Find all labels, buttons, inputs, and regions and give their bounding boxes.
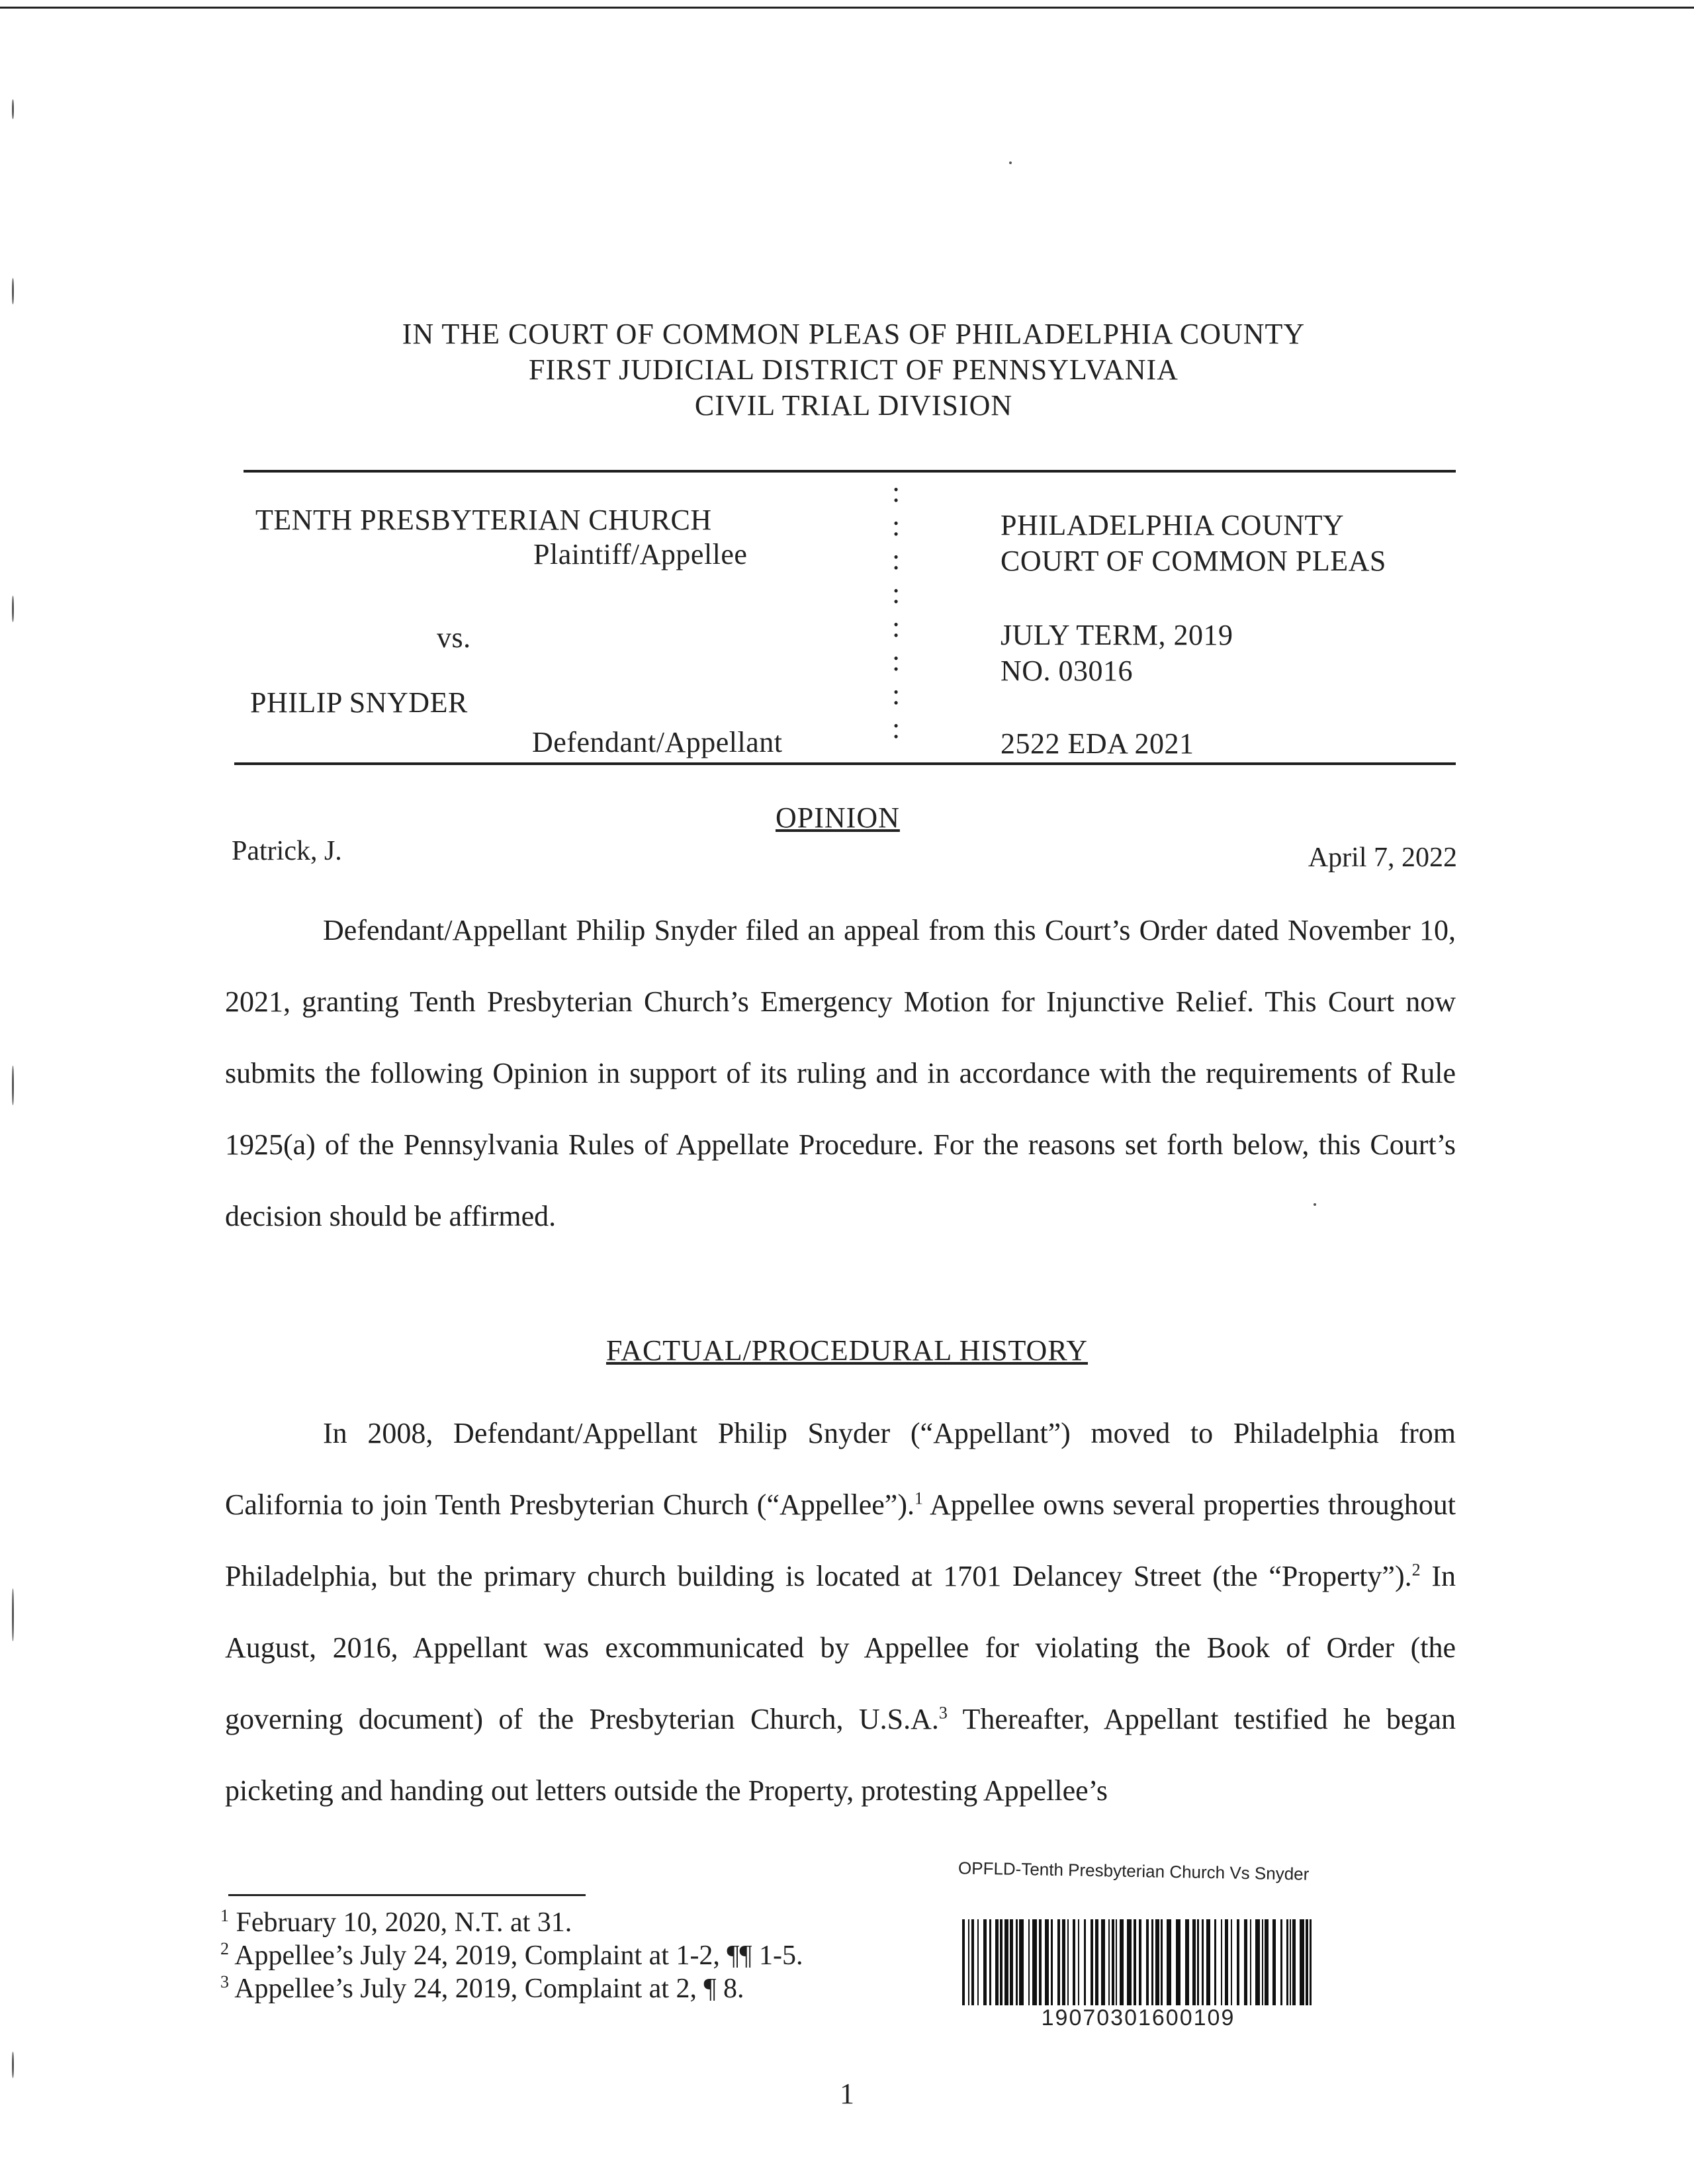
scan-artifact bbox=[12, 99, 14, 119]
footnote-mark: 2 bbox=[220, 1939, 229, 1958]
barcode-bar bbox=[1057, 1919, 1060, 2005]
barcode-bar bbox=[989, 1919, 991, 2005]
barcode-bar bbox=[1250, 1919, 1251, 2005]
barcode-bar bbox=[1161, 1919, 1163, 2005]
barcode-bar bbox=[1237, 1919, 1239, 2005]
footnote-text: February 10, 2020, N.T. at 31. bbox=[236, 1907, 572, 1938]
barcode-bar bbox=[1231, 1919, 1232, 2005]
history-text-3: In August, 2016, Appellant was excommunicated by Appellee for violating the Book of Order (the governing document) of the Presbyterian Church, U.S.A. bbox=[225, 1560, 1456, 1735]
barcode-bar bbox=[1120, 1919, 1124, 2005]
barcode-bar bbox=[1265, 1919, 1269, 2005]
defendant-name: PHILIP SNYDER bbox=[250, 686, 468, 719]
barcode-bar bbox=[1290, 1919, 1291, 2005]
top-border-rule bbox=[0, 7, 1694, 9]
docket-label: OPFLD-Tenth Presbyterian Church Vs Snyder bbox=[958, 1858, 1310, 1884]
footnote-mark: 1 bbox=[220, 1906, 229, 1925]
court-heading bbox=[0, 316, 1694, 424]
barcode-bar bbox=[1084, 1919, 1086, 2005]
opinion-date: April 7, 2022 bbox=[1308, 842, 1457, 873]
barcode-bar bbox=[1202, 1919, 1204, 2005]
barcode-bar bbox=[971, 1919, 974, 2005]
barcode-bar bbox=[1206, 1919, 1210, 2005]
footnote-ref-3: 3 bbox=[938, 1703, 948, 1723]
docket-number: NO. 03016 bbox=[1001, 655, 1134, 687]
barcode-bar bbox=[1016, 1919, 1018, 2005]
barcode-bar bbox=[1185, 1919, 1189, 2005]
footnote-ref-2: 2 bbox=[1411, 1560, 1421, 1580]
caption-colon-column: : : : : : : : : bbox=[892, 476, 901, 745]
barcode-bar bbox=[1300, 1919, 1304, 2005]
barcode-bar bbox=[1155, 1919, 1159, 2005]
barcode-bar bbox=[1073, 1919, 1075, 2005]
barcode-number: 19070301600109 bbox=[1041, 2005, 1235, 2030]
intro-paragraph-text: Defendant/Appellant Philip Snyder filed an appeal from this Court’s Order dated November 10, 2021, granting Tenth Presbyterian Church’s Emergency Motion for Injunctive Relief. This Court now submits the following Opinion in support of its ruling and in accordance with the requirements of Rule 1925(a) of the Pennsylvania Rules of Appellate Procedure. For the reasons set forth below, this Court’s decision should be affirmed. bbox=[225, 914, 1456, 1232]
barcode-bar bbox=[1078, 1919, 1079, 2005]
barcode-bar bbox=[1028, 1919, 1030, 2005]
barcode-bar bbox=[1280, 1919, 1282, 2005]
versus-label: vs. bbox=[437, 621, 471, 654]
barcode-bar bbox=[1310, 1919, 1312, 2005]
court-name-line-1: PHILADELPHIA COUNTY bbox=[1001, 509, 1345, 541]
footnote bbox=[220, 1906, 803, 1939]
barcode-bar bbox=[1045, 1919, 1049, 2005]
barcode-bar bbox=[968, 1919, 969, 2005]
barcode-bar bbox=[1032, 1919, 1037, 2005]
appeal-number: 2522 EDA 2021 bbox=[1001, 727, 1194, 760]
barcode-bar bbox=[1127, 1919, 1132, 2005]
barcode-bar bbox=[1139, 1919, 1141, 2005]
barcode-bar bbox=[1306, 1919, 1308, 2005]
plaintiff-role: Plaintiff/Appellee bbox=[533, 538, 748, 570]
barcode-bar bbox=[1039, 1919, 1042, 2005]
scan-artifact bbox=[12, 1588, 14, 1641]
scan-artifact bbox=[12, 1066, 14, 1105]
barcode-bar bbox=[1067, 1919, 1069, 2005]
barcode-bar bbox=[1262, 1919, 1263, 2005]
barcode-bar bbox=[1225, 1919, 1228, 2005]
history-text-2: Appellee owns several properties throughout Philadelphia, but the primary church building is located at 1701 Delancey Street (the “Property”). bbox=[225, 1488, 1456, 1592]
opinion-title: OPINION bbox=[776, 801, 900, 834]
barcode-bar bbox=[1051, 1919, 1053, 2005]
caption-top-rule bbox=[244, 470, 1456, 473]
page-number: 1 bbox=[840, 2077, 854, 2110]
footnotes bbox=[220, 1906, 803, 2005]
section-heading: FACTUAL/PROCEDURAL HISTORY bbox=[605, 1334, 1089, 1367]
barcode-bar bbox=[962, 1919, 965, 2005]
barcode-bar bbox=[1244, 1919, 1247, 2005]
history-text-4: Thereafter, Appellant testified he began picketing and handing out letters outside the Property, protesting Appellee’s bbox=[225, 1703, 1456, 1807]
barcode-bar bbox=[1176, 1919, 1181, 2005]
barcode-bar bbox=[1286, 1919, 1288, 2005]
barcode-bar bbox=[1116, 1919, 1117, 2005]
history-text-1: In 2008, Defendant/Appellant Philip Snyder (“Appellant”) moved to Philadelphia from California to join Tenth Presbyterian Church (“Appellee”). bbox=[225, 1417, 1456, 1521]
history-paragraph bbox=[225, 1398, 1456, 1827]
scan-artifact bbox=[1314, 1203, 1316, 1206]
caption-bottom-rule bbox=[234, 762, 1456, 765]
court-heading-line-2: FIRST JUDICIAL DISTRICT OF PENNSYLVANIA bbox=[529, 353, 1179, 386]
barcode-bar bbox=[1151, 1919, 1153, 2005]
barcode-bar bbox=[1214, 1919, 1216, 2005]
barcode-bar bbox=[1091, 1919, 1093, 2005]
barcode-bar bbox=[1192, 1919, 1196, 2005]
term-label: JULY TERM, 2019 bbox=[1001, 619, 1233, 651]
barcode-bar bbox=[1221, 1919, 1222, 2005]
barcode-bar bbox=[1134, 1919, 1136, 2005]
barcode-bar bbox=[1112, 1919, 1114, 2005]
history-paragraph-text bbox=[225, 1398, 1456, 1827]
scan-artifact bbox=[12, 2052, 14, 2078]
barcode-bar bbox=[1101, 1919, 1105, 2005]
scan-artifact bbox=[1009, 161, 1012, 164]
barcode-bar bbox=[1000, 1919, 1003, 2005]
barcode-bar bbox=[1019, 1919, 1024, 2005]
barcode-image bbox=[959, 1919, 1317, 2005]
barcode-bar bbox=[1255, 1919, 1260, 2005]
barcode-bar bbox=[1167, 1919, 1171, 2005]
barcode-bar bbox=[1062, 1919, 1065, 2005]
footnote-text: Appellee’s July 24, 2019, Complaint at 1-2, ¶¶ 1-5. bbox=[234, 1940, 803, 1971]
footnote-rule bbox=[228, 1894, 586, 1896]
plaintiff-name: TENTH PRESBYTERIAN CHURCH bbox=[255, 504, 712, 536]
court-name-line-2: COURT OF COMMON PLEAS bbox=[1001, 545, 1386, 577]
court-heading-line-1: IN THE COURT OF COMMON PLEAS OF PHILADELPHIA COUNTY bbox=[402, 318, 1306, 350]
barcode-bar bbox=[1146, 1919, 1149, 2005]
footnote-text: Appellee’s July 24, 2019, Complaint at 2, ¶ 8. bbox=[234, 1974, 744, 2004]
barcode-bar bbox=[1095, 1919, 1098, 2005]
scan-artifact bbox=[12, 596, 14, 622]
defendant-role: Defendant/Appellant bbox=[532, 726, 783, 758]
court-heading-line-3: CIVIL TRIAL DIVISION bbox=[694, 389, 1013, 422]
barcode-bar bbox=[1004, 1919, 1008, 2005]
barcode-bar bbox=[1272, 1919, 1276, 2005]
footnote bbox=[220, 1972, 803, 2005]
footnote-mark: 3 bbox=[220, 1972, 229, 1991]
barcode-bar bbox=[1010, 1919, 1013, 2005]
scan-artifact bbox=[12, 278, 14, 304]
judge-name: Patrick, J. bbox=[232, 836, 342, 866]
barcode-bar bbox=[995, 1919, 999, 2005]
barcode-bar bbox=[1197, 1919, 1199, 2005]
intro-paragraph bbox=[225, 895, 1456, 1252]
barcode-bar bbox=[977, 1919, 979, 2005]
barcode-bar bbox=[1108, 1919, 1110, 2005]
barcode-bar bbox=[1292, 1919, 1296, 2005]
barcode-bar bbox=[983, 1919, 987, 2005]
footnote bbox=[220, 1939, 803, 1972]
footnote-ref-1: 1 bbox=[914, 1488, 923, 1508]
